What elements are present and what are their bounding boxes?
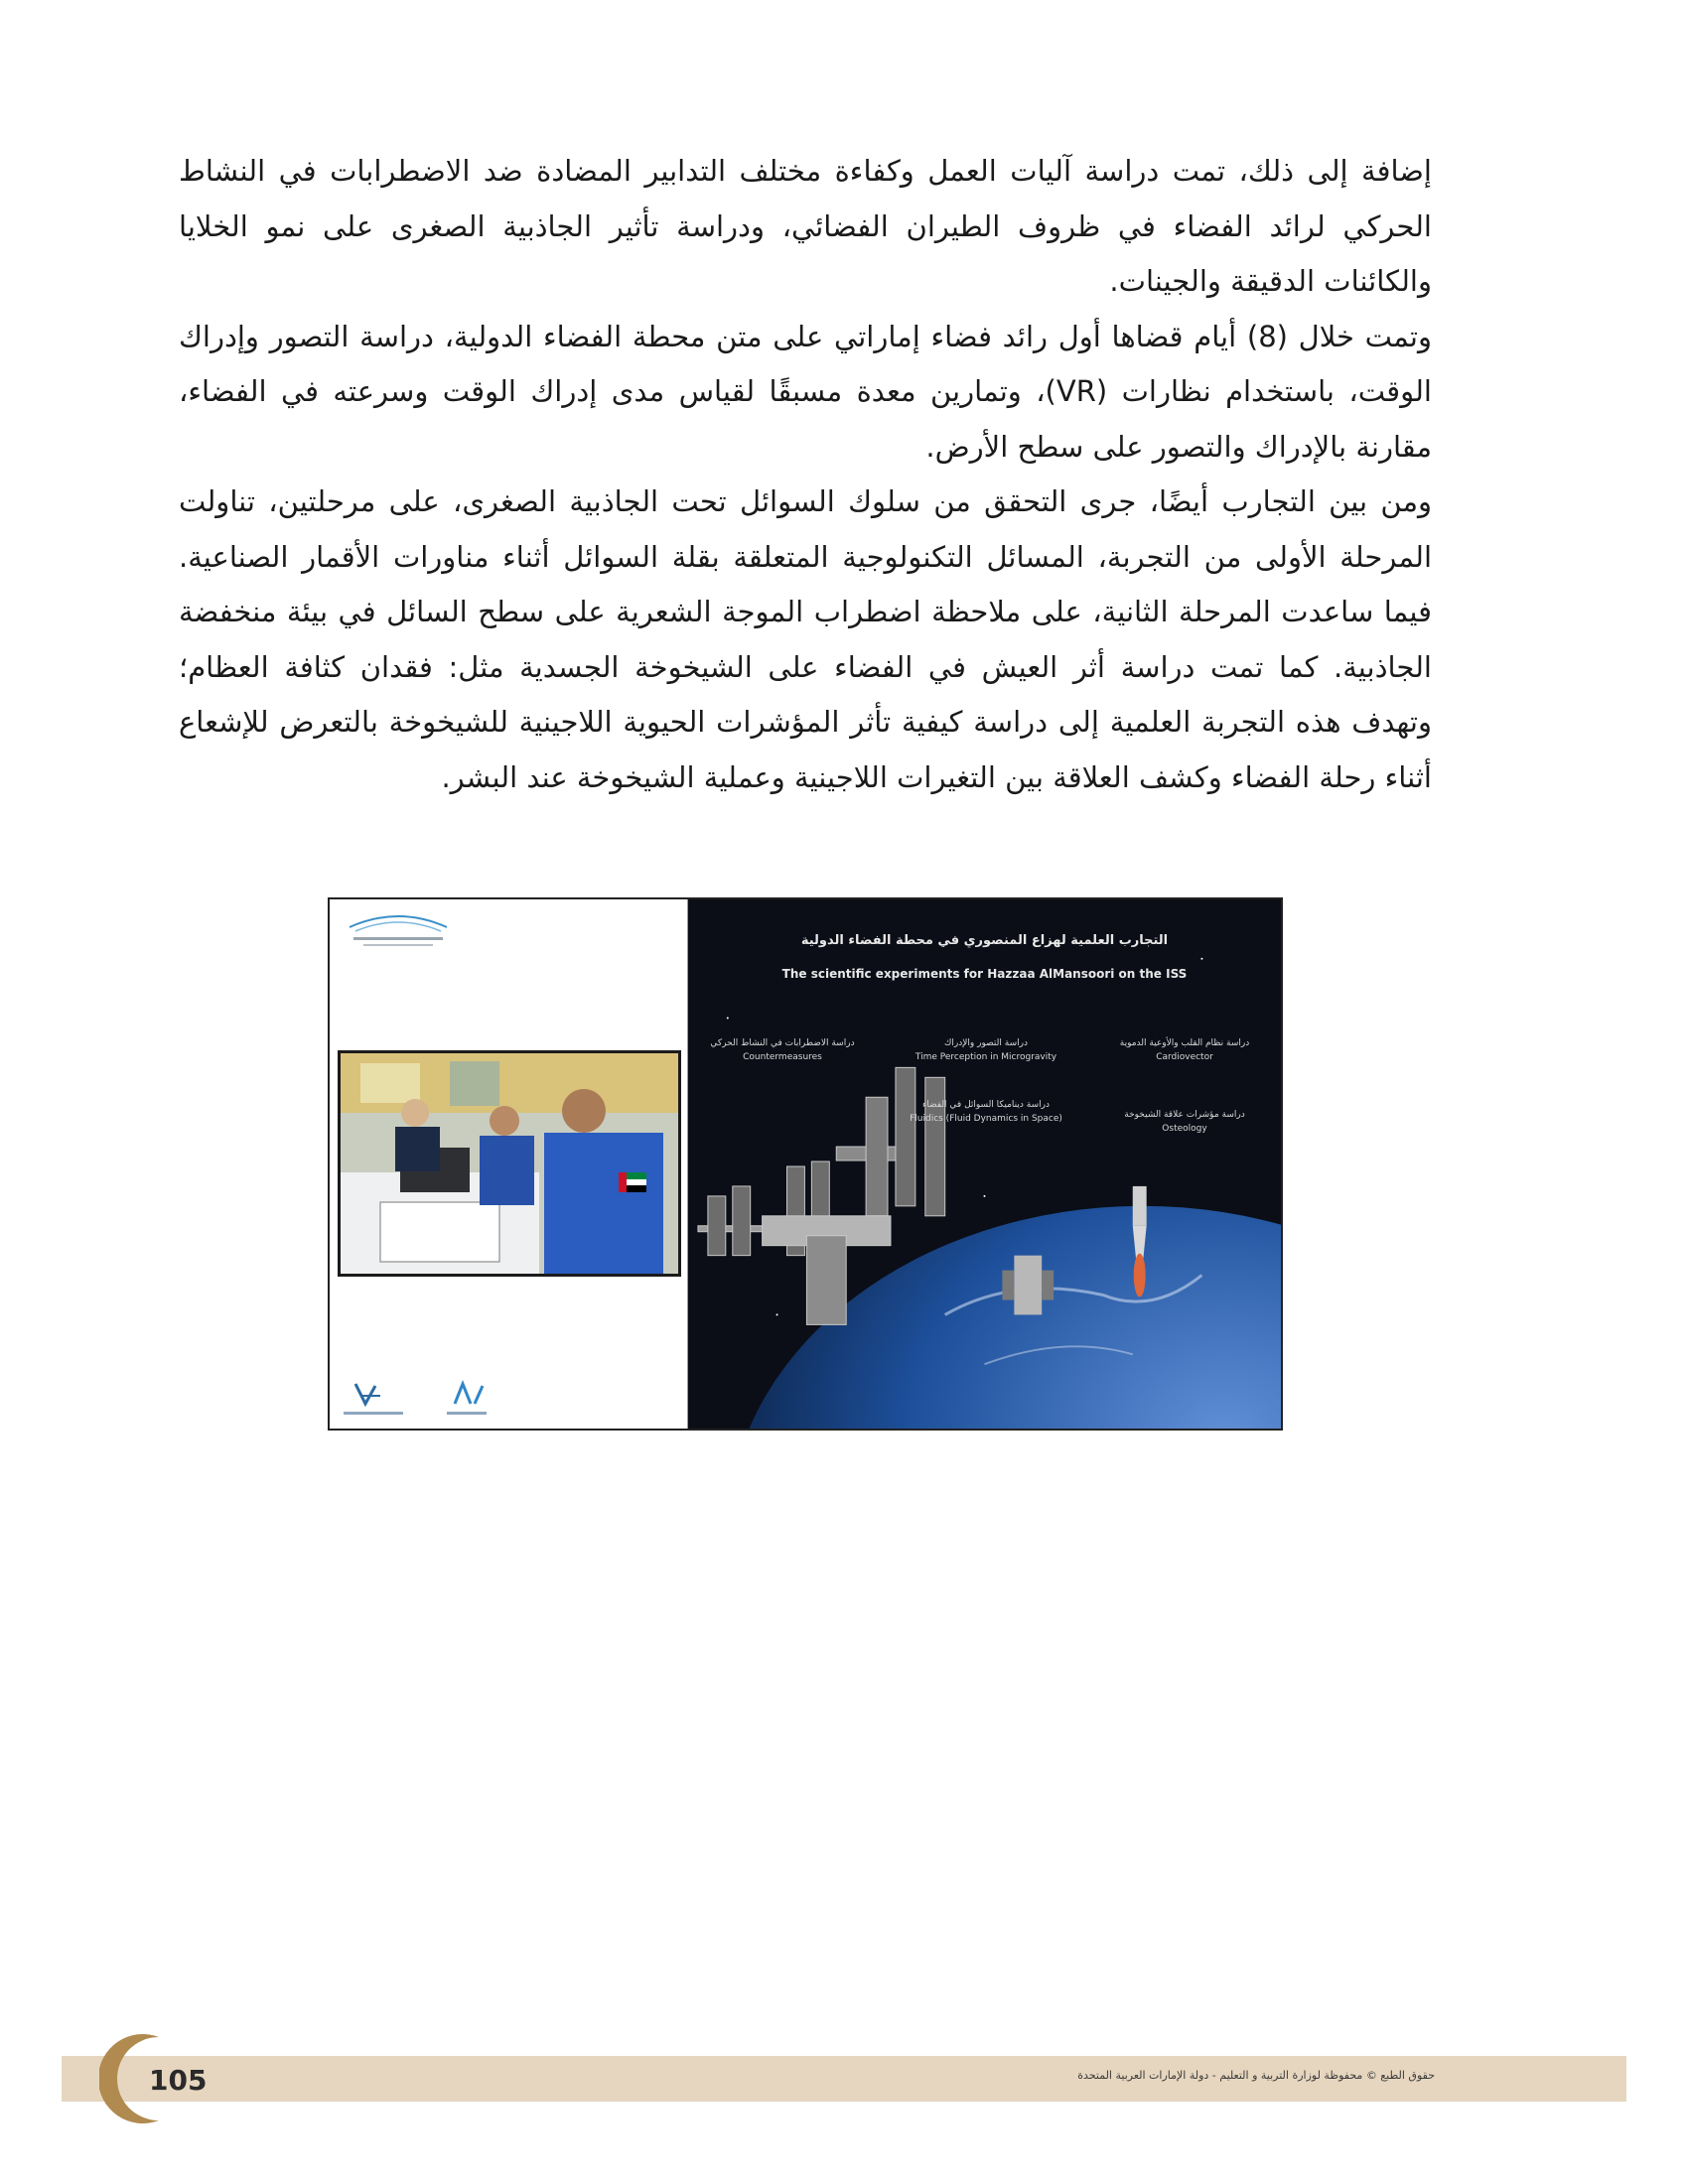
topic-en: Fluidics (Fluid Dynamics in Space) (910, 1114, 1062, 1124)
topic-ar: دراسة ديناميكا السوائل في الفضاء (921, 1100, 1050, 1110)
partner-logos-icon (336, 1374, 534, 1424)
paragraph-3: ومن بين التجارب أيضًا، جرى التحقق من سلوك السوائل تحت الجاذبية الصغرى، على مرحلتين، تناولت المرحلة الأولى من التجربة، المسائل التكنولوجية المتعلقة بقلة السوائل أثناء مناورات الأقمار الصناعية. فيما ساعدت المرحلة الثانية، على ملاحظة اضطراب الموجة الشعرية على سطح السائل في بيئة منخفضة الجاذبية. كما تمت دراسة أثر العيش في الفضاء على الشيخوخة الجسدية مثل: فقدان كثافة العظام؛ وتهدف هذه التجربة العلمية إلى دراسة كيفية تأثر المؤشرات الحيوية اللاجينية للشيخوخة بالتعرض للإشعاع أثناء رحلة الفضاء وكشف العلاقة بين التغيرات اللاجينية وعملية الشيخوخة عند البشر. (179, 484, 1432, 794)
paragraph-2: وتمت خلال (8) أيام قضاها أول رائد فضاء إماراتي على متن محطة الفضاء الدولية، دراسة التصور وإدراك الوقت، باستخدام نظارات (VR)، وتمارين معدة مسبقًا لقياس مدى إدراك الوقت وسرعته في الفضاء، مقارنة بالإدراك والتصور على سطح الأرض. (179, 319, 1432, 464)
page-number: 105 (149, 2064, 208, 2097)
topic-osteology (1100, 1108, 1269, 1136)
figure-title-arabic: التجارب العلمية لهزاع المنصوري في محطة الفضاء الدولية (800, 933, 1169, 948)
topic-ar: دراسة نظام القلب والأوعية الدموية (1119, 1038, 1250, 1048)
topic-ar: دراسة مؤشرات علاقة الشيخوخة (1124, 1110, 1245, 1120)
copyright-notice: حقوق الطبع © محفوظة لوزارة التربية و التعليم - دولة الإمارات العربية المتحدة (1077, 2069, 1435, 2082)
topic-en: Osteology (1162, 1124, 1207, 1134)
figure-right-panel (688, 899, 1281, 1429)
topic-en: Time Perception in Microgravity (914, 1052, 1057, 1062)
topic-countermeasures (698, 1036, 867, 1064)
topic-ar: دراسة التصور والإدراك (944, 1038, 1028, 1048)
figure-title-english: The scientific experiments for Hazzaa AlMansoori on the ISS (781, 967, 1188, 981)
topic-ar: دراسة الاضطرابات في النشاط الحركي (710, 1038, 855, 1048)
topic-en: Cardiovector (1156, 1052, 1213, 1062)
topic-fluidics (902, 1098, 1070, 1126)
astronaut-training-photo (338, 1050, 681, 1277)
space-center-logo-icon (340, 907, 457, 955)
topic-time-perception (902, 1036, 1070, 1064)
body-text (179, 144, 1432, 805)
iss-experiments-figure (328, 897, 1283, 1431)
paragraph-1: إضافة إلى ذلك، تمت دراسة آليات العمل وكفاءة مختلف التدابير المضادة ضد الاضطرابات في النشاط الحركي لرائد الفضاء في ظروف الطيران الفضائي، ودراسة تأثير الجاذبية الصغرى على نمو الخلايا والكائنات الدقيقة والجينات. (179, 154, 1432, 298)
topic-en: Countermeasures (743, 1052, 822, 1062)
figure-left-panel (330, 899, 688, 1429)
topic-cardiovector (1100, 1036, 1269, 1064)
